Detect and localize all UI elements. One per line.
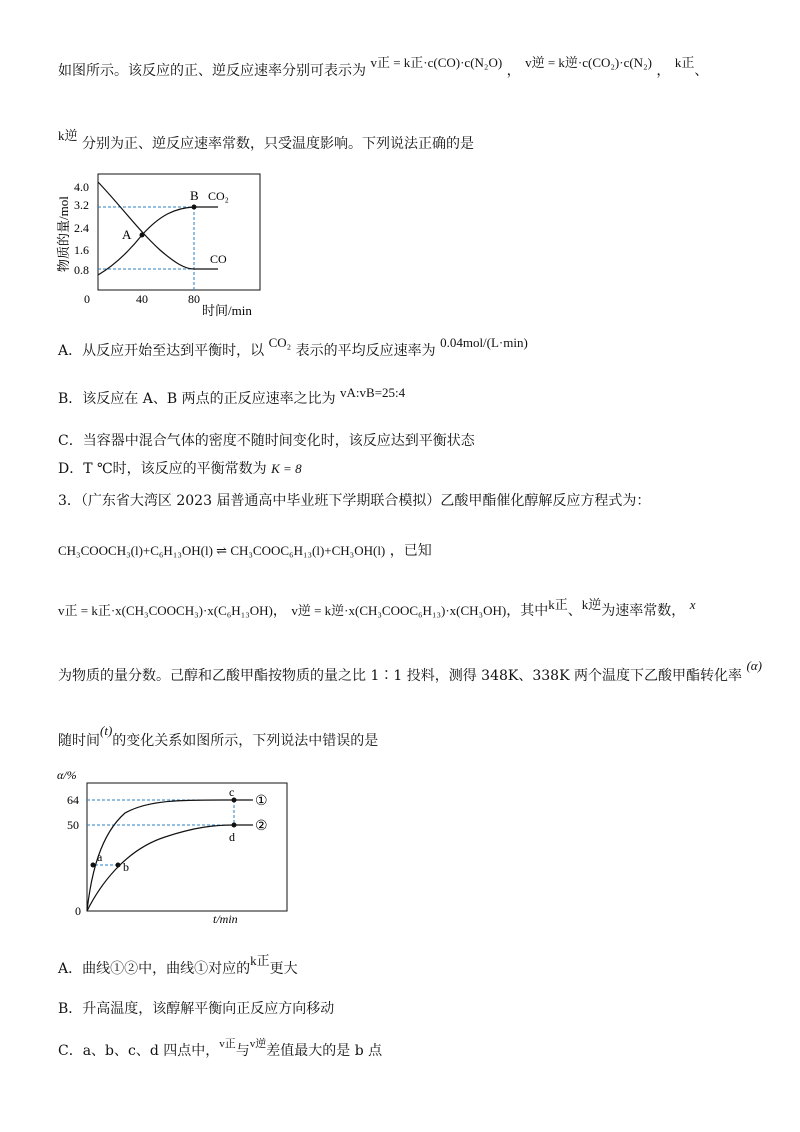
q3-reverse-rate: v逆 = k逆·x(CH₃COOC₆H₁₃)·x(CH₃OH) [291,603,507,618]
q3-k-forward: k正 [548,597,568,612]
forward-rate-expression: v正 = k正·c(CO)·c(N₂O) [370,55,503,70]
q3-b-text: B．升高温度，该醇解平衡向正反应方向移动 [58,1001,335,1017]
chart1-ytick: 2.4 [74,221,89,235]
q2-a-co2: CO₂ [268,335,292,350]
q3-title [58,490,650,510]
chart-conversion-vs-time [55,765,295,930]
reverse-rate-expression: v逆 = k逆·c(CO₂)·c(N₂) [525,55,652,70]
q3-line3 [58,658,762,685]
chart1-xtick: 0 [84,292,90,306]
q2-d-value: K = 8 [271,461,302,476]
chart2-label-b: b [123,860,129,874]
chart2-label-a: a [97,850,103,864]
doc-line-2 [58,128,474,153]
q3-c-text: C．a、b、c、d 四点中， [58,1043,220,1059]
chart2-point-b [116,863,121,868]
chart1-point-a [140,233,145,238]
chart1-curve-co2 [98,207,218,275]
sep: ， [506,63,521,79]
chart2-ytick: 50 [67,818,79,832]
q3-a-text2: 更大 [269,961,298,977]
q2-option-b [58,385,406,408]
chart2-curve-1 [87,800,253,911]
q3-option-a [58,953,298,978]
q3-a-k: k正 [250,953,270,968]
q3-line3-text: 为物质的量分数。己醇和乙酸甲酯按物质的量之比 1∶1 投料，测得 348K、338K 两个温度下乙酸甲酯转化率 [58,668,742,684]
chart1-label-a: A [122,227,132,242]
chart1-xtick: 40 [136,292,148,306]
chart2-point-d [232,823,237,828]
q2-b-value: vA:vB=25:4 [340,385,406,400]
k-reverse-symbol: k逆 [58,128,78,143]
q3-rates-text: ，其中 [506,603,549,619]
q2-option-d [58,458,302,478]
line2-text: 分别为正、逆反应速率常数，只受温度影响。下列说法正确的是 [81,136,474,152]
chart2-point-a [91,863,96,868]
chart-moles-vs-time [50,170,290,320]
chart1-label-co: CO [210,252,227,266]
sep: ， [272,603,287,619]
chart1-ytick: 0.8 [74,263,89,277]
chart1-label-b: B [190,188,199,203]
q3-c-v-forward: v正 [219,1038,236,1050]
q3-c-text3: 差值最大的是 b 点 [266,1043,383,1059]
chart1-point-b [192,205,197,210]
chart1-ytick: 1.6 [74,243,89,257]
q3-a-text: A．曲线①②中，曲线①对应的 [58,961,251,977]
q3-equation [58,540,432,560]
chart2-origin: 0 [75,904,81,918]
chart2-label-curve1: ① [255,794,268,809]
sep: 、 [694,63,709,79]
q3-line4 [58,723,379,750]
line1-text: 如图所示。该反应的正、逆反应速率分别可表示为 [58,63,366,79]
sep: 、 [567,603,582,619]
chart2-label-d: d [229,830,235,844]
q2-b-text: B．该反应在 A、B 两点的正反应速率之比为 [58,391,336,407]
q3-equation-text: CH₃COOCH₃(l)+C₆H₁₃OH(l) ⇌ CH₃COOC₆H₁₃(l)+CH₃OH(l) [58,543,386,558]
chart2-xlabel: t/min [213,912,238,926]
q3-option-c [58,1040,382,1060]
q3-rates [58,597,696,620]
q2-option-c [58,430,475,450]
q3-line4-text: 随时间 [58,733,100,749]
q3-alpha: (α) [746,658,762,673]
chart1-xtick: 80 [188,292,200,306]
chart2-label-c: c [229,785,235,799]
chart1-ytick: 3.2 [74,198,89,212]
q3-c-text2: 与 [235,1043,250,1059]
chart2-ytick: 64 [67,793,79,807]
q3-equation-tail: ，已知 [389,543,432,559]
doc-line-1 [58,55,709,80]
q2-c-text: C．当容器中混合气体的密度不随时间变化时，该反应达到平衡状态 [58,433,475,449]
chart1-ytick: 4.0 [74,180,89,194]
sep: ， [656,63,671,79]
chart1-xlabel: 时间/min [202,303,252,318]
q2-a-text2: 表示的平均反应速率为 [295,343,436,359]
chart2-ylabel: α/% [57,768,77,782]
q3-title-text: 3．（广东省大湾区 2023 届普通高中毕业班下学期联合模拟）乙酸甲酯催化醇解反应方程式为： [58,493,651,509]
q2-a-value: 0.04mol/(L·min) [440,335,528,350]
chart1-curve-co [98,182,218,269]
q3-x-symbol: x [689,597,696,612]
q3-t: (t) [100,723,113,738]
chart1-ylabel: 物质的量/mol [56,196,71,272]
q2-option-a [58,335,528,360]
chart1-label-co2: CO₂ [208,189,229,203]
q2-a-text: A．从反应开始至达到平衡时，以 [58,343,265,359]
q3-k-reverse: k逆 [581,597,602,612]
q3-option-b [58,998,334,1018]
q3-forward-rate: v正 = k正·x(CH₃COOCH₃)·x(C₆H₁₃OH) [58,603,273,618]
q2-d-text: D．T ℃时，该反应的平衡常数为 [58,461,267,477]
k-forward-symbol: k正 [674,55,695,70]
chart2-label-curve2: ② [255,819,268,834]
q3-line4-text2: 的变化关系如图所示，下列说法中错误的是 [112,733,379,749]
q3-rates-text2: 为速率常数， [601,603,686,619]
q3-c-v-reverse: v逆 [249,1038,267,1050]
